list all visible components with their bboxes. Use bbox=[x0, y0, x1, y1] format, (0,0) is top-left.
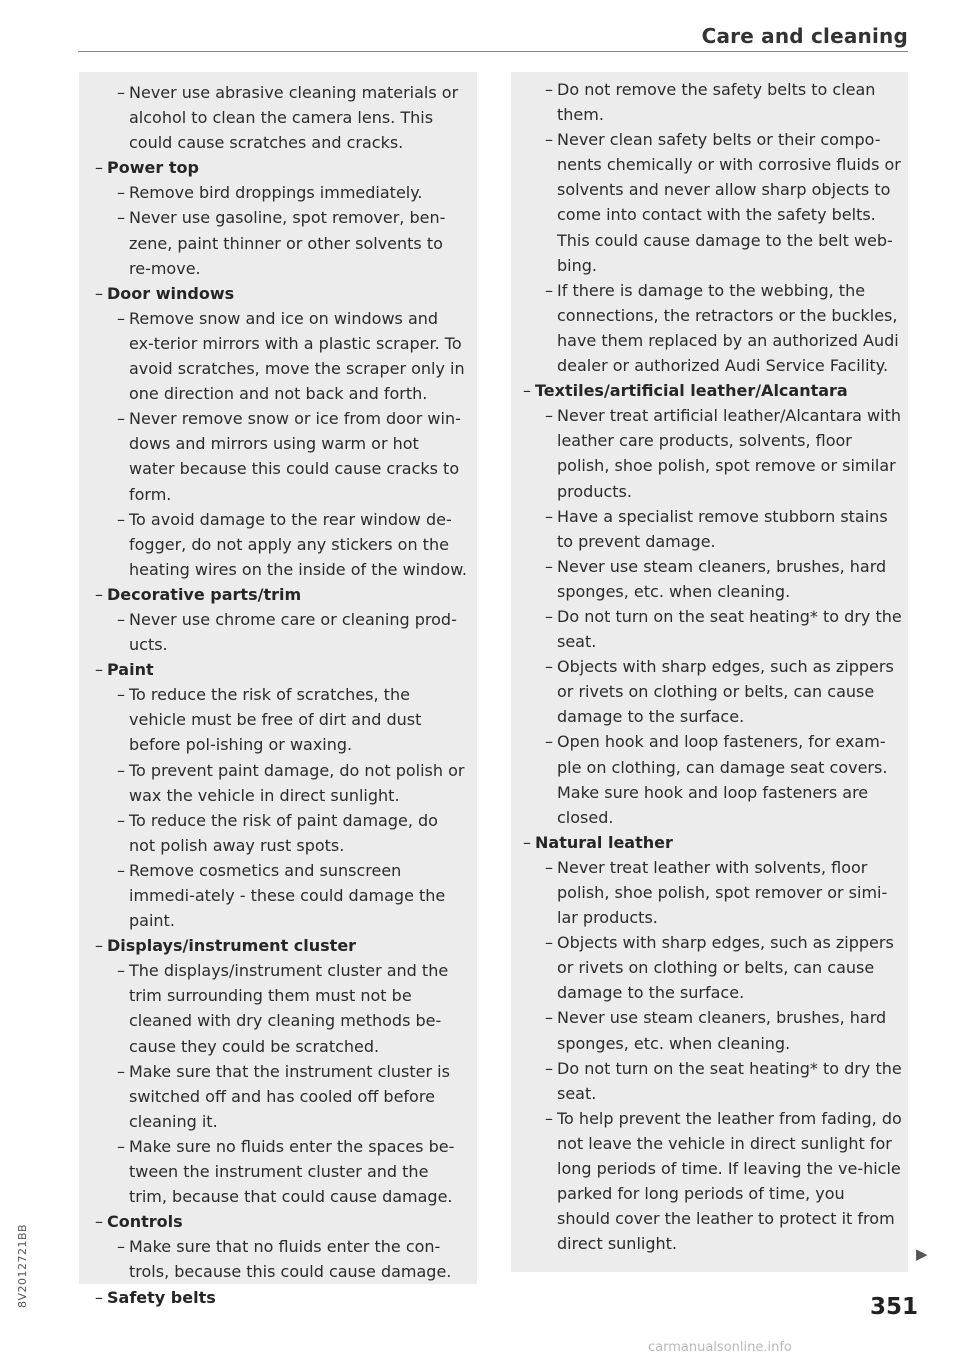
bullet-text: Never use abrasive cleaning materials or alcohol to clean the camera lens. This could cause scratches and cracks. bbox=[129, 83, 459, 153]
bullet-item bbox=[523, 729, 902, 829]
dash-bullet: – bbox=[117, 810, 125, 830]
dash-bullet: – bbox=[545, 80, 553, 99]
bullet-text: Remove bird droppings immediately. bbox=[129, 183, 423, 203]
bullet-text: Never use steam cleaners, brushes, hard sponges, etc. when cleaning. bbox=[557, 1008, 887, 1053]
bullet-text: Open hook and loop fasteners, for exam-ple on clothing, can damage seat covers. Make sure hook and loop fasteners are closed. bbox=[557, 732, 888, 827]
section-heading-text: Controls bbox=[107, 1212, 183, 1232]
dash-bullet: – bbox=[117, 83, 125, 102]
bullet-text: To prevent paint damage, do not polish or wax the vehicle in direct sunlight. bbox=[129, 760, 465, 805]
bullet-item bbox=[523, 604, 902, 654]
dash-bullet: – bbox=[95, 283, 103, 303]
bullet-item bbox=[95, 507, 467, 582]
running-header: Care and cleaning bbox=[701, 24, 908, 48]
section-heading-text: Safety belts bbox=[107, 1287, 216, 1307]
bullet-item bbox=[95, 682, 467, 757]
section-heading bbox=[95, 657, 467, 682]
dash-bullet: – bbox=[95, 1212, 103, 1232]
bullet-item bbox=[95, 80, 467, 155]
section-heading bbox=[95, 281, 467, 306]
dash-bullet: – bbox=[545, 280, 553, 300]
dash-bullet: – bbox=[117, 183, 125, 203]
section-heading bbox=[95, 1209, 467, 1234]
dash-bullet: – bbox=[117, 860, 125, 880]
dash-bullet: – bbox=[95, 660, 103, 680]
dash-bullet: – bbox=[95, 158, 103, 178]
section-heading-text: Displays/instrument cluster bbox=[107, 936, 357, 956]
dash-bullet: – bbox=[523, 832, 531, 852]
bullet-item bbox=[95, 406, 467, 506]
bullet-text: Never treat artificial leather/Alcantara with leather care products, solvents, floor polish, shoe polish, spot remove or similar products. bbox=[557, 406, 901, 501]
section-heading-text: Decorative parts/trim bbox=[107, 584, 302, 604]
dash-bullet: – bbox=[545, 1008, 553, 1028]
bullet-text: Make sure no fluids enter the spaces be-tween the instrument cluster and the trim, because that could cause damage. bbox=[129, 1136, 455, 1207]
bullet-item bbox=[523, 554, 902, 604]
dash-bullet: – bbox=[117, 1136, 125, 1156]
section-heading-text: Power top bbox=[107, 158, 199, 178]
dash-bullet: – bbox=[545, 556, 553, 576]
bullet-text: Never use steam cleaners, brushes, hard sponges, etc. when cleaning. bbox=[557, 556, 887, 601]
bullet-item bbox=[95, 180, 467, 205]
dash-bullet: – bbox=[545, 606, 553, 626]
bullet-text: Remove cosmetics and sunscreen immedi-ately - these could damage the paint. bbox=[129, 860, 446, 931]
section-heading bbox=[523, 830, 902, 855]
side-document-code: 8V2012721BB bbox=[16, 1223, 29, 1308]
section-heading bbox=[95, 1285, 467, 1310]
bullet-item bbox=[95, 808, 467, 858]
section-heading bbox=[95, 155, 467, 180]
bullet-text: Objects with sharp edges, such as zippers or rivets on clothing or belts, can cause damage to the surface. bbox=[557, 657, 894, 727]
bullet-item bbox=[523, 1056, 902, 1106]
dash-bullet: – bbox=[545, 130, 553, 150]
bullet-text: Never clean safety belts or their compo-nents chemically or with corrosive fluids or solvents and never allow sharp objects to come into contact with the safety belts. This could cause damage to the belt web-bing. bbox=[557, 130, 901, 275]
bullet-item bbox=[523, 930, 902, 1005]
right-column bbox=[511, 72, 908, 1272]
dash-bullet: – bbox=[545, 657, 553, 677]
bullet-item bbox=[95, 1134, 467, 1209]
dash-bullet: – bbox=[545, 1108, 553, 1128]
watermark: carmanualsonline.info bbox=[648, 1340, 792, 1355]
dash-bullet: – bbox=[95, 1287, 103, 1307]
bullet-item bbox=[523, 1005, 902, 1055]
bullet-item bbox=[523, 654, 902, 729]
section-heading-text: Door windows bbox=[107, 283, 235, 303]
dash-bullet: – bbox=[117, 609, 125, 629]
dash-bullet: – bbox=[117, 1061, 125, 1081]
bullet-text: Make sure that no fluids enter the con-trols, because this could cause damage. bbox=[129, 1237, 452, 1282]
bullet-item bbox=[95, 607, 467, 657]
header-rule bbox=[78, 51, 908, 52]
bullet-text: Remove snow and ice on windows and ex-terior mirrors with a plastic scraper. To avoid scratches, move the scraper only in one direction and not back and forth. bbox=[129, 308, 465, 404]
dash-bullet: – bbox=[545, 933, 553, 953]
bullet-text: Have a specialist remove stubborn stains to prevent damage. bbox=[557, 506, 888, 551]
bullet-text: Never treat leather with solvents, floor polish, shoe polish, spot remover or simi-lar products. bbox=[557, 857, 888, 928]
bullet-item bbox=[95, 858, 467, 933]
bullet-item bbox=[95, 1059, 467, 1134]
bullet-text: Do not turn on the seat heating* to dry the seat. bbox=[557, 1058, 902, 1103]
bullet-text: Objects with sharp edges, such as zippers or rivets on clothing or belts, can cause damage to the surface. bbox=[557, 933, 894, 1003]
dash-bullet: – bbox=[545, 1058, 553, 1078]
bullet-text: Never use gasoline, spot remover, ben-zene, paint thinner or other solvents to re-move. bbox=[129, 208, 446, 278]
bullet-text: Never use chrome care or cleaning prod-ucts. bbox=[129, 609, 457, 655]
left-column bbox=[79, 72, 477, 1307]
bullet-item bbox=[95, 205, 467, 280]
dash-bullet: – bbox=[117, 961, 125, 981]
section-heading bbox=[95, 582, 467, 607]
bullet-text: To reduce the risk of scratches, the vehicle must be free of dirt and dust before pol-ishing or waxing. bbox=[129, 685, 422, 755]
bullet-text: If there is damage to the webbing, the connections, the retractors or the buckles, have them replaced by an authorized Audi dealer or authorized Audi Service Facility. bbox=[557, 280, 899, 376]
dash-bullet: – bbox=[117, 409, 125, 429]
section-heading-text: Natural leather bbox=[535, 832, 673, 852]
dash-bullet: – bbox=[117, 760, 125, 780]
bullet-item bbox=[95, 1234, 467, 1284]
bullet-item bbox=[523, 278, 902, 378]
bullet-item bbox=[95, 958, 467, 1058]
section-heading-text: Paint bbox=[107, 660, 154, 680]
dash-bullet: – bbox=[545, 406, 553, 426]
bullet-item bbox=[523, 403, 902, 503]
bullet-item bbox=[523, 77, 902, 127]
page-number: 351 bbox=[870, 1294, 919, 1320]
bullet-item bbox=[523, 855, 902, 930]
dash-bullet: – bbox=[117, 208, 125, 228]
dash-bullet: – bbox=[545, 732, 553, 752]
bullet-text: To avoid damage to the rear window de-fogger, do not apply any stickers on the heating wires on the inside of the window. bbox=[129, 509, 467, 579]
dash-bullet: – bbox=[545, 506, 553, 526]
continue-arrow-icon: ▶ bbox=[916, 1245, 928, 1263]
dash-bullet: – bbox=[523, 381, 531, 401]
section-heading-text: Textiles/artificial leather/Alcantara bbox=[535, 381, 848, 401]
bullet-text: Never remove snow or ice from door win-dows and mirrors using warm or hot water because this could cause cracks to form. bbox=[129, 409, 461, 504]
dash-bullet: – bbox=[117, 509, 125, 529]
bullet-text: Do not remove the safety belts to clean them. bbox=[557, 80, 876, 125]
dash-bullet: – bbox=[117, 1237, 125, 1257]
bullet-item bbox=[523, 504, 902, 554]
bullet-text: Do not turn on the seat heating* to dry the seat. bbox=[557, 606, 902, 652]
bullet-item bbox=[523, 127, 902, 278]
bullet-item bbox=[95, 306, 467, 406]
bullet-text: To reduce the risk of paint damage, do not polish away rust spots. bbox=[129, 810, 438, 855]
dash-bullet: – bbox=[117, 685, 125, 705]
section-heading bbox=[95, 933, 467, 958]
bullet-text: To help prevent the leather from fading, do not leave the vehicle in direct sunlight for long periods of time. If leaving the ve-hicle parked for long periods of time, you should cover the leather to protect it from direct sunlight. bbox=[557, 1108, 902, 1254]
dash-bullet: – bbox=[117, 308, 125, 328]
bullet-text: The displays/instrument cluster and the trim surrounding them must not be cleaned with dry cleaning methods be-cause they could be scratched. bbox=[129, 961, 449, 1056]
dash-bullet: – bbox=[545, 857, 553, 877]
bullet-text: Make sure that the instrument cluster is switched off and has cooled off before cleaning it. bbox=[129, 1061, 450, 1131]
dash-bullet: – bbox=[95, 936, 103, 956]
section-heading bbox=[523, 378, 902, 403]
bullet-item bbox=[523, 1106, 902, 1257]
bullet-item bbox=[95, 758, 467, 808]
dash-bullet: – bbox=[95, 584, 103, 604]
